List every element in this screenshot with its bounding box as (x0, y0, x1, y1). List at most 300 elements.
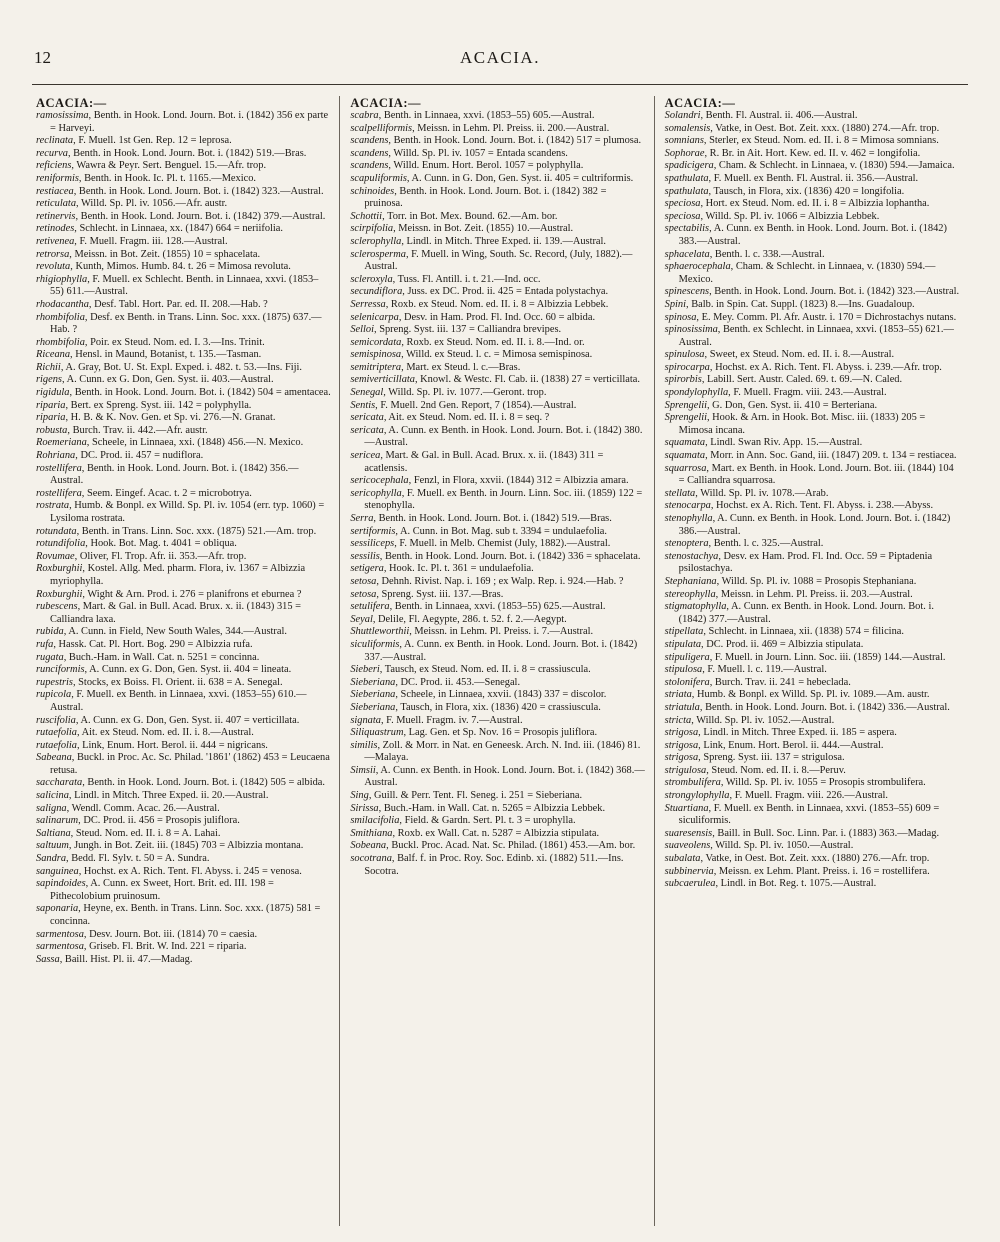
species-name: stolonifera (664, 676, 710, 688)
species-name: Sobeana (350, 840, 387, 852)
index-entry (36, 853, 331, 866)
citation: , F. Muell. Fragm. iv. 7.—Austral. (380, 714, 523, 726)
index-entry (36, 777, 331, 790)
species-name: Shuttleworthii (350, 626, 410, 638)
citation: , Benth. l. c. 325.—Austral. (708, 538, 824, 550)
index-entry (350, 173, 645, 186)
citation: , Desf. ex Benth. in Trans. Linn. Soc. xxx. (1875) 637.—Hab. ? (50, 311, 322, 336)
species-name: sessilis (350, 550, 380, 562)
species-name: recurva (36, 147, 68, 159)
index-entry (665, 803, 960, 828)
citation: , Hensl. in Maund, Botanist, t. 135.—Tasman. (70, 349, 262, 361)
citation: , Desv. ex Ham. Prod. Fl. Ind. Occ. 59 = Piptadenia psilostachya. (678, 550, 933, 575)
index-entry (350, 538, 645, 551)
species-name: squamata (664, 437, 706, 449)
citation: , A. Cunn. ex Benth. in Hook. Lond. Journ. Bot. i. (1842) 337.—Austral. (364, 638, 638, 663)
index-entry (350, 702, 645, 715)
citation: , Spreng. Syst. iii. 137 = Calliandra brevipes. (374, 324, 562, 336)
index-entry (36, 173, 331, 186)
species-name: stellata (664, 487, 696, 499)
index-entry (665, 664, 960, 677)
index-entry (350, 740, 645, 765)
index-entry (350, 526, 645, 539)
species-name: speciosa (664, 210, 701, 222)
index-entry (665, 866, 960, 879)
index-entry (350, 362, 645, 375)
citation: , Mart. & Gal. in Bull. Acad. Brux. x. ii. (1843) 315 = Calliandra laxa. (50, 601, 302, 625)
index-entry (36, 715, 331, 728)
species-name: spirorbis (664, 374, 702, 386)
species-name: sphacelata (664, 248, 710, 260)
index-entry (665, 488, 960, 501)
species-name: reticulata (36, 198, 77, 210)
species-name: signata (350, 714, 381, 726)
citation: , Benth. in Hook. Lond. Journ. Bot. i. (1842) 356.—Austral. (50, 462, 299, 487)
species-name: sericea (350, 450, 381, 462)
index-entry (350, 815, 645, 828)
species-name: schinoides (350, 185, 395, 197)
species-name: setosa (350, 588, 377, 600)
index-entry (350, 601, 645, 614)
index-entry (350, 123, 645, 136)
citation: , Morr. in Ann. Soc. Gand, iii. (1847) 209. t. 134 = restiacea. (705, 450, 957, 462)
page-header (0, 48, 1000, 78)
index-entry (36, 752, 331, 777)
citation: , Lindl. in Bot. Reg. t. 1075.—Austral. (715, 878, 877, 890)
index-entry (665, 249, 960, 262)
species-name: sphaerocephala (664, 261, 731, 273)
index-entry (36, 437, 331, 450)
citation: , Cham. & Schlecht. in Linnaea, v. (1830) 594.—Mexico. (678, 261, 936, 285)
species-name: Sing (350, 790, 369, 802)
index-entry (350, 853, 645, 878)
species-name: spathulata (664, 172, 709, 184)
citation: , F. Muell. ex Benth. Fl. Austral. ii. 356.—Austral. (708, 172, 919, 184)
citation: , A. Cunn. in Bot. Mag. sub t. 3394 = undulaefolia. (395, 525, 608, 537)
citation: , Hassk. Cat. Pl. Hort. Bog. 290 = Albizzia rufa. (53, 638, 253, 650)
citation: , Hochst. ex A. Rich. Tent. Fl. Abyss. i. 239.—Afr. trop. (709, 361, 942, 373)
citation: , Burch. Trav. ii. 442.—Afr. austr. (67, 424, 208, 436)
index-entry (36, 727, 331, 740)
species-name: spinosissima (664, 324, 718, 336)
species-name: scirpifolia (350, 223, 394, 235)
citation: , Willd. Sp. Pl. iv. 1088 = Prosopis Stephaniana. (716, 575, 917, 587)
citation: , F. Muell. ex Benth. in Linnaea, xxvi. (1853–55) 610.—Austral. (50, 689, 307, 713)
index-entry (350, 513, 645, 526)
species-name: Sabeana (36, 752, 72, 764)
citation: , Torr. in Bot. Mex. Bound. 62.—Am. bor. (382, 210, 558, 222)
citation: , Wawra & Peyr. Sert. Benguel. 15.—Afr. trop. (71, 160, 267, 172)
index-entry (36, 740, 331, 753)
species-name: sanguinea (36, 865, 79, 877)
index-entry (36, 815, 331, 828)
species-name: setigera (350, 563, 384, 575)
citation: , Heyne, ex. Benth. in Trans. Linn. Soc. xxx. (1875) 581 = concinna. (50, 903, 321, 927)
species-name: suaresensis (664, 827, 713, 839)
species-name: rugata (36, 651, 64, 663)
citation: , Fenzl, in Flora, xxvii. (1844) 312 = Albizzia amara. (408, 475, 629, 487)
citation: , Desv. Journ. Bot. iii. (1814) 70 = caesia. (83, 928, 258, 940)
index-entry (665, 765, 960, 778)
citation: , Labill. Sert. Austr. Caled. 69. t. 69.—N. Caled. (701, 374, 903, 386)
index-entry (350, 475, 645, 488)
index-entry (36, 954, 331, 967)
citation: , Kunth, Mimos. Humb. 84. t. 26 = Mimosa revoluta. (70, 261, 291, 273)
index-entry (350, 110, 645, 123)
species-name: Serressa (350, 298, 386, 310)
species-name: squarrosa (664, 462, 707, 474)
citation: , A. Cunn. ex G. Don, Gen. Syst. ii. 407 = verticillata. (75, 714, 300, 726)
index-entry (350, 689, 645, 702)
index-entry (665, 576, 960, 589)
index-entry (350, 286, 645, 299)
species-name: socotrana (350, 853, 392, 865)
index-entry (350, 236, 645, 249)
species-name: sericata (350, 424, 384, 436)
citation: , F. Muell. Fragm. iii. 128.—Austral. (74, 235, 228, 247)
citation: , Benth. in Hook. Lond. Journ. Bot. i. (1842) 519.—Bras. (373, 513, 612, 524)
species-name: scandens (350, 135, 389, 147)
species-name: ramosissima (36, 110, 89, 121)
index-entry (665, 702, 960, 715)
species-name: reniformis (36, 172, 79, 184)
citation: , F. Muell. Fragm. viii. 226.—Austral. (729, 790, 888, 802)
citation: , Benth. in Hook. Lond. Journ. Bot. i. (1842) 379.—Austral. (75, 210, 326, 222)
index-entry (36, 249, 331, 262)
citation: , F. Muell. in Wing, South. Sc. Record, (July, 1882).—Austral. (364, 248, 633, 273)
species-name: rutaefolia (36, 739, 77, 751)
index-entry (350, 135, 645, 148)
species-name: striata (664, 689, 692, 701)
citation: , DC. Prod. ii. 457 = nudiflora. (75, 450, 204, 462)
citation: , A. Cunn. ex G. Don, Gen. Syst. ii. 404 = lineata. (84, 664, 292, 676)
species-name: Sassa (36, 953, 60, 965)
index-entry (36, 211, 331, 224)
index-entry (665, 387, 960, 400)
citation: , Bert. ex Spreng. Syst. iii. 142 = polyphylla. (65, 399, 252, 411)
index-entry (665, 878, 960, 891)
index-entry (350, 576, 645, 589)
citation: , Tausch, in Flora, xix. (1836) 420 = longifolia. (708, 185, 905, 197)
species-name: stigmatophylla (664, 601, 727, 613)
index-entry (665, 198, 960, 211)
species-name: stenostachya (664, 550, 719, 562)
citation: , Hook. Bot. Mag. t. 4041 = obliqua. (85, 538, 237, 550)
index-entry (350, 715, 645, 728)
index-entry (350, 626, 645, 639)
species-name: scabra (350, 110, 379, 121)
species-name: Rohriana (36, 450, 76, 462)
index-entry (665, 148, 960, 161)
text-columns (32, 96, 968, 1226)
species-name: semitriptera (350, 361, 402, 373)
citation: , Meissn. in Bot. Zeit. (1855) 10 = sphacelata. (69, 248, 261, 260)
citation: , Benth. in Hook. Lond. Journ. Bot. i. (1842) 336 = sphacelata. (379, 550, 641, 562)
species-name: stenocarpa (664, 500, 711, 512)
species-name: saltuum (36, 840, 69, 852)
index-entry (350, 412, 645, 425)
species-name: stereophylla (664, 588, 716, 600)
citation: , Benth. in Hook. Lond. Journ. Bot. i. (1842) 336.—Austral. (699, 701, 950, 713)
species-name: Rovumae (36, 550, 75, 562)
species-name: Sieberi (350, 664, 380, 676)
citation: , Lindl. in Mitch. Three Exped. ii. 139.—Austral. (401, 235, 607, 247)
species-name: speciosa (664, 198, 701, 210)
citation: , Hochst. ex A. Rich. Tent. Fl. Abyss. i. 238.—Abyss. (710, 500, 934, 512)
species-name: Roxburghii (36, 588, 83, 600)
index-entry (665, 173, 960, 186)
species-name: strigosa (664, 727, 699, 739)
species-name: striatula (664, 701, 700, 713)
species-name: Roemeriana (36, 437, 87, 449)
index-entry (36, 803, 331, 816)
index-entry (665, 639, 960, 652)
index-entry (665, 715, 960, 728)
citation: , Mart. & Gal. in Bull. Acad. Brux. x. ii. (1843) 311 = acatlensis. (364, 450, 604, 474)
header-rule (32, 84, 968, 85)
species-name: sericophylla (350, 487, 402, 499)
index-entry (350, 803, 645, 816)
index-entry (665, 752, 960, 765)
species-name: revoluta (36, 261, 71, 273)
index-entry (665, 374, 960, 387)
citation: , A. Cunn. ex Benth. in Hook. Lond. Journ. Bot. i. (1842) 386.—Austral. (678, 513, 951, 537)
index-entry (36, 929, 331, 942)
citation: , Roxb. ex Steud. Nom. ed. II. i. 8 = Albizzia Lebbek. (385, 298, 609, 310)
citation: , F. Muell. ex Benth. in Journ. Linn. Soc. iii. (1859) 122 = stenophylla. (364, 487, 643, 512)
species-name: retinodes (36, 223, 75, 235)
citation: , Buckl. in Proc. Ac. Sc. Philad. '1861' (1862) 453 = Leucaena retusa. (50, 752, 330, 776)
citation: , Willd. ex Steud. l. c. = Mimosa semispinosa. (401, 349, 593, 361)
species-name: setulifera (350, 601, 390, 613)
species-name: spirocarpa (664, 361, 710, 373)
species-name: scapuliformis (350, 172, 407, 184)
species-name: sertiformis (350, 525, 396, 537)
citation: , DC. Prod. ii. 453.—Senegal. (395, 676, 521, 688)
index-entry (350, 639, 645, 664)
citation: , F. Muell. ex Schlecht. Benth. in Linnaea, xxvi. (1853–55) 611.—Austral. (50, 273, 319, 298)
index-entry (350, 387, 645, 400)
citation: , Lindl. Swan Riv. App. 15.—Austral. (705, 437, 863, 449)
index-entry (350, 765, 645, 790)
index-entry (36, 400, 331, 413)
column-2 (339, 96, 653, 1226)
index-entry (36, 299, 331, 312)
citation: , Balf. f. in Proc. Roy. Soc. Edinb. xi. (1882) 511.—Ins. Socotra. (364, 853, 624, 877)
species-name: rufa (36, 638, 54, 650)
citation: , Sterler, ex Steud. Nom. ed. II. i. 8 = Mimosa somnians. (703, 135, 939, 147)
index-entry (350, 160, 645, 173)
index-entry (36, 236, 331, 249)
index-entry (665, 324, 960, 349)
species-name: Sprengelii (664, 399, 707, 411)
index-entry (350, 551, 645, 564)
species-name: stipulosa (664, 664, 703, 676)
species-name: Sprengelii (664, 412, 707, 424)
species-name: rhodacantha (36, 298, 89, 310)
index-entry (350, 337, 645, 350)
index-entry (665, 412, 960, 437)
citation: , Meissn. in Lehm. Pl. Preiss. ii. 203.—Austral. (715, 588, 913, 600)
species-name: Sandra (36, 853, 67, 865)
species-name: sessiliceps (350, 538, 395, 550)
index-entry (36, 425, 331, 438)
citation: , Stocks, ex Boiss. Fl. Orient. ii. 638 = A. Senegal. (72, 676, 283, 688)
citation: , Oliver, Fl. Trop. Afr. ii. 353.—Afr. trop. (74, 550, 247, 562)
species-name: riparia (36, 399, 66, 411)
species-name: smilacifolia (350, 815, 400, 827)
column-heading: ACACIA:— (664, 96, 736, 110)
citation: , Meissn. in Lehm. Pl. Preiss. ii. 200.—Austral. (412, 122, 610, 134)
index-entry (665, 840, 960, 853)
species-name: similis (350, 739, 378, 751)
citation: , Mart. ex Benth. in Hook. Lond. Journ. Bot. iii. (1844) 104 = Calliandra squarrosa. (678, 462, 954, 487)
species-name: scandens (350, 147, 389, 159)
citation: , Buch.-Ham. in Wall. Cat. n. 5251 = concinna. (63, 651, 260, 663)
species-name: Sentis (350, 399, 376, 411)
index-entry (665, 437, 960, 450)
page-number: 12 (34, 48, 51, 67)
citation: , Ait. ex Steud. Nom. ed. II. i. 8 = seq. ? (383, 412, 550, 424)
species-name: selenicarpa (350, 311, 399, 323)
index-entry (36, 866, 331, 879)
species-name: sericocephala (350, 475, 409, 487)
index-entry (350, 211, 645, 224)
citation: , A. Cunn. ex G. Don, Gen. Syst. ii. 403.—Austral. (61, 374, 274, 386)
index-entry (350, 249, 645, 274)
species-name: Roxburghii (36, 563, 83, 575)
species-name: salicina (36, 790, 69, 802)
species-name: siculiformis (350, 638, 400, 650)
species-name: stipuligera (664, 651, 710, 663)
citation: , Hook. Ic. Pl. t. 361 = undulaefolia. (383, 563, 534, 575)
citation: , Poir. ex Steud. Nom. ed. I. 3.—Ins. Trinit. (84, 336, 265, 348)
citation: , Balb. in Spin. Cat. Suppl. (1823) 8.—Ins. Guadaloup. (686, 298, 915, 310)
species-name: robusta (36, 424, 68, 436)
citation: , Meissn. ex Lehm. Plant. Preiss. i. 16 = rostellifera. (713, 865, 930, 877)
citation: , Benth. Fl. Austral. ii. 406.—Austral. (700, 110, 858, 121)
index-entry (665, 689, 960, 702)
index-entry (665, 160, 960, 173)
species-name: reclinata (36, 135, 74, 147)
citation: , Lindl. in Mitch. Three Exped. ii. 20.—Austral. (68, 790, 269, 802)
index-entry (665, 349, 960, 362)
index-entry (36, 639, 331, 652)
citation: , Baill. Hist. Pl. ii. 47.—Madag. (59, 953, 193, 965)
index-entry (36, 223, 331, 236)
species-name: semispinosa (350, 349, 402, 361)
index-entry (36, 500, 331, 525)
species-name: semicordata (350, 336, 402, 348)
species-name: scleroxyla (350, 273, 393, 285)
species-name: rotundifolia (36, 538, 86, 550)
index-entry (665, 261, 960, 286)
index-entry (665, 500, 960, 513)
citation: , E. Mey. Comm. Pl. Afr. Austr. i. 170 = Dichrostachys nutans. (696, 311, 957, 323)
index-entry (350, 790, 645, 803)
index-entry (36, 903, 331, 928)
species-name: sclerosperma (350, 248, 406, 260)
species-name: strigosa (664, 739, 699, 751)
citation: , Steud. Nom. ed. II. i. 8.—Peruv. (706, 764, 846, 776)
species-name: spinescens (664, 286, 710, 298)
citation: , F. Muell. l. c. 119.—Austral. (702, 664, 827, 676)
species-name: spondylophylla (664, 387, 729, 399)
species-name: rupestris (36, 676, 73, 688)
citation: , Willd. Sp. Pl. iv. 1078.—Arab. (695, 487, 829, 499)
index-entry (350, 148, 645, 161)
index-entry (350, 299, 645, 312)
citation: , Cham. & Schlecht. in Linnaea, v. (1830) 594.—Jamaica. (713, 160, 955, 172)
index-entry (36, 362, 331, 375)
index-entry (36, 840, 331, 853)
citation: , Knowl. & Westc. Fl. Cab. ii. (1838) 27 = verticillata. (414, 374, 640, 386)
citation: , Benth. in Hook. Lond. Journ. Bot. i. (1842) 323.—Austral. (709, 286, 960, 298)
index-entry (36, 526, 331, 539)
citation: , Willd. Sp. Pl. iv. 1057 = Entada scandens. (388, 147, 568, 159)
index-entry (36, 689, 331, 714)
species-name: spadicigera (664, 160, 714, 172)
index-entry (350, 677, 645, 690)
index-entry (350, 828, 645, 841)
citation: , Hochst. ex A. Rich. Tent. Fl. Abyss. i. 245 = venosa. (78, 865, 302, 877)
species-name: rigens (36, 374, 62, 386)
species-name: rubida (36, 626, 64, 638)
species-name: spinulosa (664, 349, 705, 361)
species-name: Sieberiana (350, 676, 396, 688)
citation: , A. Cunn. in G. Don, Gen. Syst. ii. 405 = cultriformis. (406, 172, 634, 184)
citation: , Field. & Gardn. Sert. Pl. t. 3 = urophylla. (399, 815, 576, 827)
citation: , Burch. Trav. ii. 241 = hebeclada. (709, 676, 851, 688)
index-entry (36, 135, 331, 148)
species-name: subalata (664, 853, 701, 865)
citation: , Benth. in Trans. Linn. Soc. xxx. (1875) 521.—Am. trop. (76, 525, 317, 537)
index-entry (36, 337, 331, 350)
species-name: Stuartiana (664, 802, 709, 814)
citation: , Delile, Fl. Aegypte, 286. t. 52. f. 2.—Aegypt. (372, 613, 567, 625)
species-name: rotundata (36, 525, 77, 537)
species-name: suaveolens (664, 840, 711, 852)
species-name: Sieberiana (350, 689, 396, 701)
citation: , Tausch, ex Steud. Nom. ed. II. i. 8 = crassiuscula. (379, 664, 591, 676)
index-entry (36, 652, 331, 665)
citation: , Wendl. Comm. Acac. 26.—Austral. (66, 802, 220, 814)
index-entry (350, 274, 645, 287)
species-name: rupicola (36, 689, 72, 701)
species-name: strongylophylla (664, 790, 730, 802)
species-name: semiverticillata (350, 374, 415, 386)
citation: , A. Cunn. ex Benth. in Hook. Lond. Journ. Bot. i. (1842) 380.—Austral. (364, 424, 643, 449)
index-entry (36, 941, 331, 954)
index-entry (665, 123, 960, 136)
species-name: reficiens (36, 160, 72, 172)
index-entry (36, 626, 331, 639)
citation: , Benth. in Hook. Lond. Journ. Bot. i. (1842) 517 = plumosa. (388, 135, 642, 147)
index-entry (36, 878, 331, 903)
citation: , Benth. in Hook. Lond. Journ. Bot. i. (1842) 505 = albida. (82, 777, 325, 789)
index-entry (36, 274, 331, 299)
index-entry (665, 551, 960, 576)
citation: , Willd. Sp. Pl. iv. 1052.—Austral. (691, 714, 835, 726)
species-name: stricta (664, 714, 692, 726)
citation: , Scheele, in Linnaea, xxi. (1848) 456.—N. Mexico. (86, 437, 304, 449)
species-name: Saltiana (36, 827, 71, 839)
citation: , Kostel. Allg. Med. pharm. Flora, iv. 1367 = Albizzia myriophylla. (50, 563, 306, 587)
citation: , Sweet, ex Steud. Nom. ed. II. i. 8.—Austral. (704, 349, 895, 361)
species-name: Sirissa (350, 802, 379, 814)
index-entry (665, 513, 960, 538)
index-entry (36, 790, 331, 803)
